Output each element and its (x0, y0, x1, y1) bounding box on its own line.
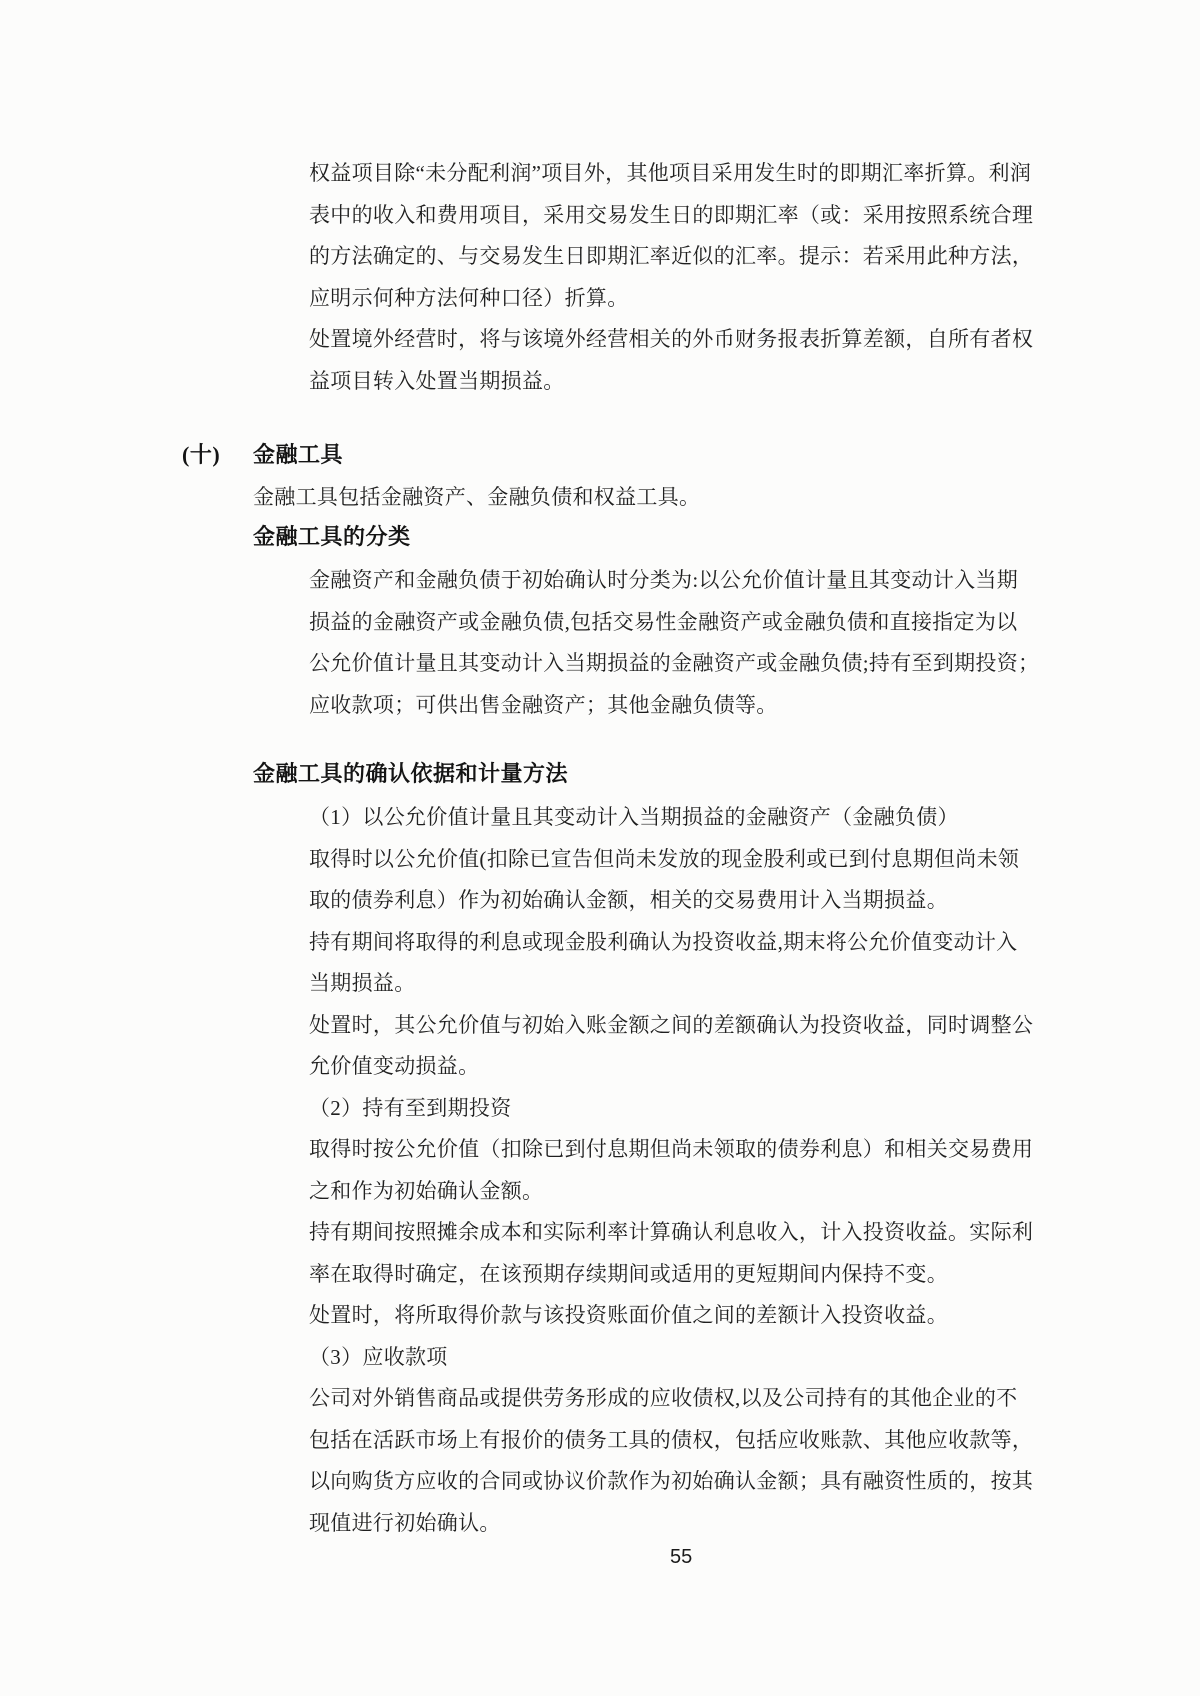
text-line: 权益项目除“未分配利润”项目外，其他项目采用发生时的即期汇率折算。利润 (309, 161, 1032, 185)
text-line: 取得时按公允价值（扣除已到付息期但尚未领取的债券利息）和相关交易费用 (309, 1137, 1034, 1161)
text-line: 公司对外销售商品或提供劳务形成的应收债权,以及公司持有的其他企业的不 (309, 1386, 1018, 1410)
text-line: 表中的收入和费用项目，采用交易发生日的即期汇率（或：采用按照系统合理 (309, 202, 1034, 227)
text-line: 损益的金融资产或金融负债,包括交易性金融资产或金融负债和直接指定为以 (309, 609, 1018, 634)
text-line: 处置时，其公允价值与初始入账金额之间的差额确认为投资收益，同时调整公 (309, 1012, 1034, 1037)
text-line: 应明示何种方法何种口径）折算。 (309, 285, 629, 310)
text-line: 允价值变动损益。 (309, 1054, 480, 1078)
page-number: 55 (670, 1546, 693, 1568)
text-line: （1）以公允价值计量且其变动计入当期损益的金融资产（金融负债） (309, 805, 959, 829)
subheading-classification: 金融工具的分类 (253, 524, 411, 549)
paragraph-measurement (309, 797, 1033, 1544)
paragraph-currency-translation (309, 153, 1033, 402)
text-line: （2）持有至到期投资 (309, 1095, 512, 1120)
text-line: 率在取得时确定，在该预期存续期间或适用的更短期间内保持不变。 (309, 1261, 948, 1286)
text-line: 应收款项；可供出售金融资产；其他金融负债等。 (309, 692, 778, 717)
text-line: 现值进行初始确认。 (309, 1510, 501, 1535)
text-line: 处置时，将所取得价款与该投资账面价值之间的差额计入投资收益。 (309, 1303, 948, 1327)
text-line: （3）应收款项 (309, 1344, 448, 1369)
section-intro (253, 477, 700, 519)
text-line: 持有期间按照摊余成本和实际利率计算确认利息收入，计入投资收益。实际利 (309, 1220, 1034, 1244)
subheading-measurement: 金融工具的确认依据和计量方法 (253, 761, 569, 786)
text-line: 公允价值计量且其变动计入当期损益的金融资产或金融负债;持有至到期投资； (309, 651, 1040, 675)
text-line: 持有期间将取得的利息或现金股利确认为投资收益,期末将公允价值变动计入 (309, 929, 1018, 954)
text-line: 取的债券利息）作为初始确认金额，相关的交易费用计入当期损益。 (309, 888, 948, 912)
text-line: 处置境外经营时，将与该境外经营相关的外币财务报表折算差额，自所有者权 (309, 327, 1034, 351)
text-line: 包括在活跃市场上有报价的债务工具的债权，包括应收账款、其他应收款等， (309, 1427, 1034, 1452)
text-line: 益项目转入处置当期损益。 (309, 368, 565, 393)
text-line: 取得时以公允价值(扣除已宣告但尚未发放的现金股利或已到付息期但尚未领 (309, 846, 1020, 871)
text-line: 的方法确定的、与交易发生日即期汇率近似的汇率。提示：若采用此种方法， (309, 244, 1034, 268)
text-line: 金融工具包括金融资产、金融负债和权益工具。 (253, 485, 701, 509)
text-line: 以向购货方应收的合同或协议价款作为初始确认金额；具有融资性质的，按其 (309, 1469, 1034, 1493)
text-line: 当期损益。 (309, 971, 416, 995)
text-line: 之和作为初始确认金额。 (309, 1178, 544, 1203)
section-marker: (十) (182, 442, 221, 467)
text-line: 金融资产和金融负债于初始确认时分类为:以公允价值计量且其变动计入当期 (309, 568, 1019, 592)
section-title: 金融工具 (253, 442, 344, 467)
paragraph-classification (309, 560, 1039, 726)
